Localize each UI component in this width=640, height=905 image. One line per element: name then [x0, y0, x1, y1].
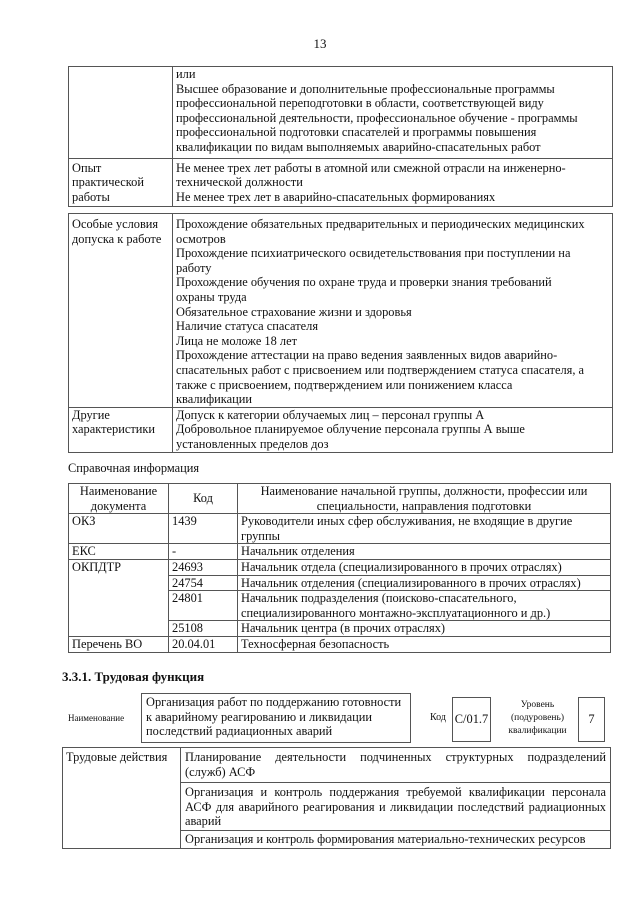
labor-action-item: Организация и контроль формирования материально-технических ресурсов: [181, 830, 611, 848]
row-content: [173, 407, 613, 452]
text-line: профессиональной переподготовки в области, соответствующей виду: [176, 96, 544, 111]
table-row: [63, 748, 611, 783]
table-row: [69, 636, 611, 652]
doc-cell: ОКПДТР: [69, 559, 169, 636]
table-row: [69, 559, 611, 575]
function-level-value: 7: [588, 712, 595, 727]
text-line: работу: [176, 260, 212, 275]
code-cell: 1439: [169, 514, 238, 544]
text-line: охраны труда: [176, 289, 247, 304]
name-cell: Техносферная безопасность: [238, 636, 611, 652]
row-content: [173, 158, 613, 207]
reference-table: [68, 483, 611, 653]
text-line: Допуск к категории облучаемых лиц – персонал группы А: [176, 407, 485, 422]
row-content: [173, 67, 613, 159]
text-line: квалификации: [176, 392, 253, 407]
function-code-box: [452, 697, 491, 742]
table-row: [69, 214, 613, 408]
labor-actions-table: [62, 747, 611, 849]
row-label: Другие характеристики: [69, 407, 173, 452]
code-cell: 20.04.01: [169, 636, 238, 652]
text-line: Лица не моложе 18 лет: [176, 333, 298, 348]
text-line: технической должности: [176, 175, 303, 190]
code-cell: 25108: [169, 621, 238, 637]
row-content: [173, 214, 613, 408]
function-level-box: [578, 697, 605, 742]
level-label: Уровень (подуровень) квалификации: [508, 700, 567, 736]
doc-cell: ЕКС: [69, 544, 169, 560]
name-cell: Руководители иных сфер обслуживания, не входящие в другие группы: [238, 514, 611, 544]
name-cell: Начальник отдела (специализированного в прочих отраслях): [238, 559, 611, 575]
function-name-value: Организация работ по поддержанию готовности к аварийному реагированию и ликвидации последствий радиационных аварий: [146, 695, 402, 739]
text-line: Прохождение обучения по охране труда и проверки знания требований: [176, 275, 552, 290]
code-cell: 24754: [169, 575, 238, 591]
text-line: Наличие статуса спасателя: [176, 319, 319, 334]
code-cell: -: [169, 544, 238, 560]
function-heading: 3.3.1. Трудовая функция: [62, 669, 205, 684]
function-code-value: C/01.7: [454, 712, 489, 727]
labor-action-item: Организация и контроль поддержания требуемой квалификации персонала АСФ для аварийного реагирования и ликвидации последствий радиационных аварий: [181, 783, 611, 831]
text-line: или: [176, 67, 196, 81]
code-cell: 24693: [169, 559, 238, 575]
text-line: Не менее трех лет в аварийно-спасательных формированиях: [176, 189, 496, 204]
doc-cell: Перечень ВО: [69, 636, 169, 652]
text-line: профессиональной подготовки спасателей и программы повышения: [176, 125, 537, 140]
column-header: Наименование начальной группы, должности, профессии или специальности, направления подготовки: [238, 484, 611, 514]
labor-action-item: Планирование деятельности подчиненных структурных подразделений (служб) АСФ: [181, 748, 611, 783]
reference-title: Справочная информация: [68, 461, 200, 475]
text-line: Прохождение психиатрического освидетельствования при поступлении на: [176, 246, 571, 261]
table-row: [69, 514, 611, 544]
page-number: 13: [313, 36, 327, 51]
table-row: [69, 407, 613, 452]
text-line: Добровольное планируемое облучение персонала группы А выше: [176, 422, 525, 437]
text-line: установленных пределов доз: [176, 436, 329, 451]
code-label: Код: [430, 712, 446, 723]
row-label: Трудовые действия: [63, 748, 181, 849]
text-line: спасательных работ с присвоением или подтверждением статуса спасателя, а: [176, 362, 585, 377]
text-line: осмотров: [176, 231, 226, 246]
table-row: [69, 544, 611, 560]
row-label: [69, 67, 173, 159]
name-label: Наименование: [68, 713, 125, 723]
text-line: профессиональной деятельности, профессиональное обучение - программы: [176, 110, 578, 125]
row-label: Опыт практической работы: [69, 158, 173, 207]
name-cell: Начальник центра (в прочих отраслях): [238, 621, 611, 637]
table-row: [69, 158, 613, 207]
function-name-box: [141, 693, 411, 743]
text-line: также с присвоением, подтверждением или понижением класса: [176, 377, 513, 392]
row-label: Особые условия допуска к работе: [69, 214, 173, 408]
code-cell: 24801: [169, 591, 238, 621]
text-line: Не менее трех лет работы в атомной или смежной отрасли на инженерно-: [176, 160, 566, 175]
column-header: Код: [169, 484, 238, 514]
table-header-row: [69, 484, 611, 514]
text-line: Прохождение аттестации на право ведения заявленных видов аварийно-: [176, 348, 558, 363]
table-row: [69, 67, 613, 159]
name-cell: Начальник отделения: [238, 544, 611, 560]
name-cell: Начальник отделения (специализированного в прочих отраслях): [238, 575, 611, 591]
column-header: Наименование документа: [69, 484, 169, 514]
text-line: Обязательное страхование жизни и здоровья: [176, 304, 412, 319]
requirements-table: [68, 66, 613, 207]
name-cell: Начальник подразделения (поисково-спасательного, специализированного монтажно-эксплуатационного и др.): [238, 591, 611, 621]
doc-cell: ОКЗ: [69, 514, 169, 544]
text-line: Высшее образование и дополнительные профессиональные программы: [176, 81, 555, 96]
conditions-table: [68, 213, 613, 453]
text-line: квалификации по видам выполняемых аварийно-спасательных работ: [176, 139, 541, 154]
text-line: Прохождение обязательных предварительных и периодических медицинских: [176, 217, 585, 231]
